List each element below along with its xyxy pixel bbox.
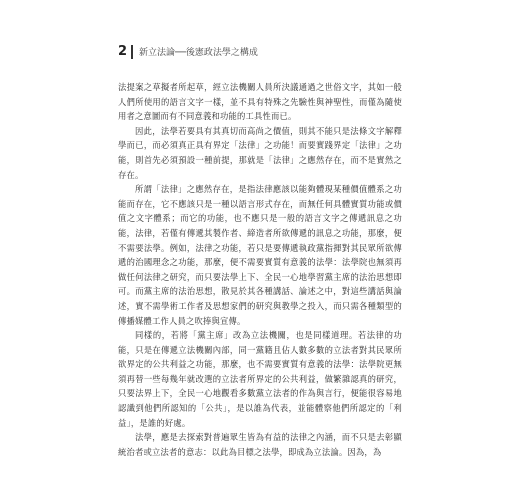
header-divider — [131, 45, 133, 59]
paragraph: 因此，法學若要具有其真切而高尚之價值，則其不能只是法條文字解釋學而已，而必須真正具有界定「法律」之功能！而要實踐界定「法律」之功能，則首先必須預設一種前提，那就是「法律」之應然存在，而不是實然之存在。 — [118, 125, 402, 180]
paragraph: 所謂「法律」之應然存在，是指法律應該以能夠體現某種價值體系之功能而存在，它不應該只是一種以語言形式存在，而無任何具體實質功能或價值之文字體系；而它的功能，也不應只是一般的語言文字之傳遞訊息之功能，法律，若僅有傳遞其製作者、締造者所欲傳遞的訊息之功能，那麼，便不需要法學。例如，法律之功能，若只是要傳遞執政黨指揮對其民眾所欲傳遞的治國理念之功能，那麼，便不需要實質有意義的法學：法學院也無須再做任何法律之研究，而只要法學上下、全民一心地學習黨主席的法治思想即可。而黨主席的法治思想，散見於其各種講話、論述之中，對這些講話與論述，實不需學術工作者及思想家們的研究與教學之投入，而只需各種類型的傳播媒體工作人員之吹捧與宣傳。 — [118, 184, 402, 326]
running-title: 新立法論──後憲政法學之構成 — [139, 48, 258, 58]
paragraph: 同樣的，若將「黨主席」改為立法機關，也是同樣道理。若法律的功能，只是在傳遞立法機關內部，同一黨籍且佔人數多數的立法者對其民眾所欲界定的公共利益之功能，那麼，也不需要實質有意義的法學：法學院更無須再替一些每幾年就改選的立法者所界定的公共利益，做繁雜認真的研究，只要法界上下，全民一心地觀看多數黨立法者的作為與言行，便能很容易地認識到他們所認知的「公共」，是以誰為代表，並能體察他們所認定的「利益」，是誰的好處。 — [118, 330, 402, 428]
body-text — [118, 80, 402, 459]
paragraph: 法學，應是去探索對普遍眾生皆為有益的法律之內涵，而不只是去彰顯統治者或立法者的意志：以此為目標之法學，即成為立法論。因為，為 — [118, 432, 402, 457]
running-header — [118, 44, 258, 59]
paragraph: 法提案之草擬者所起草，經立法機關人員所決議通過之世俗文字，其如一般人們所使用的語言文字一樣，並不具有特殊之先驗性與神聖性，而僅為隨使用者之意圖而有不同意義和功能的工具性而已。 — [118, 82, 402, 122]
page-number: 2 — [118, 44, 128, 59]
